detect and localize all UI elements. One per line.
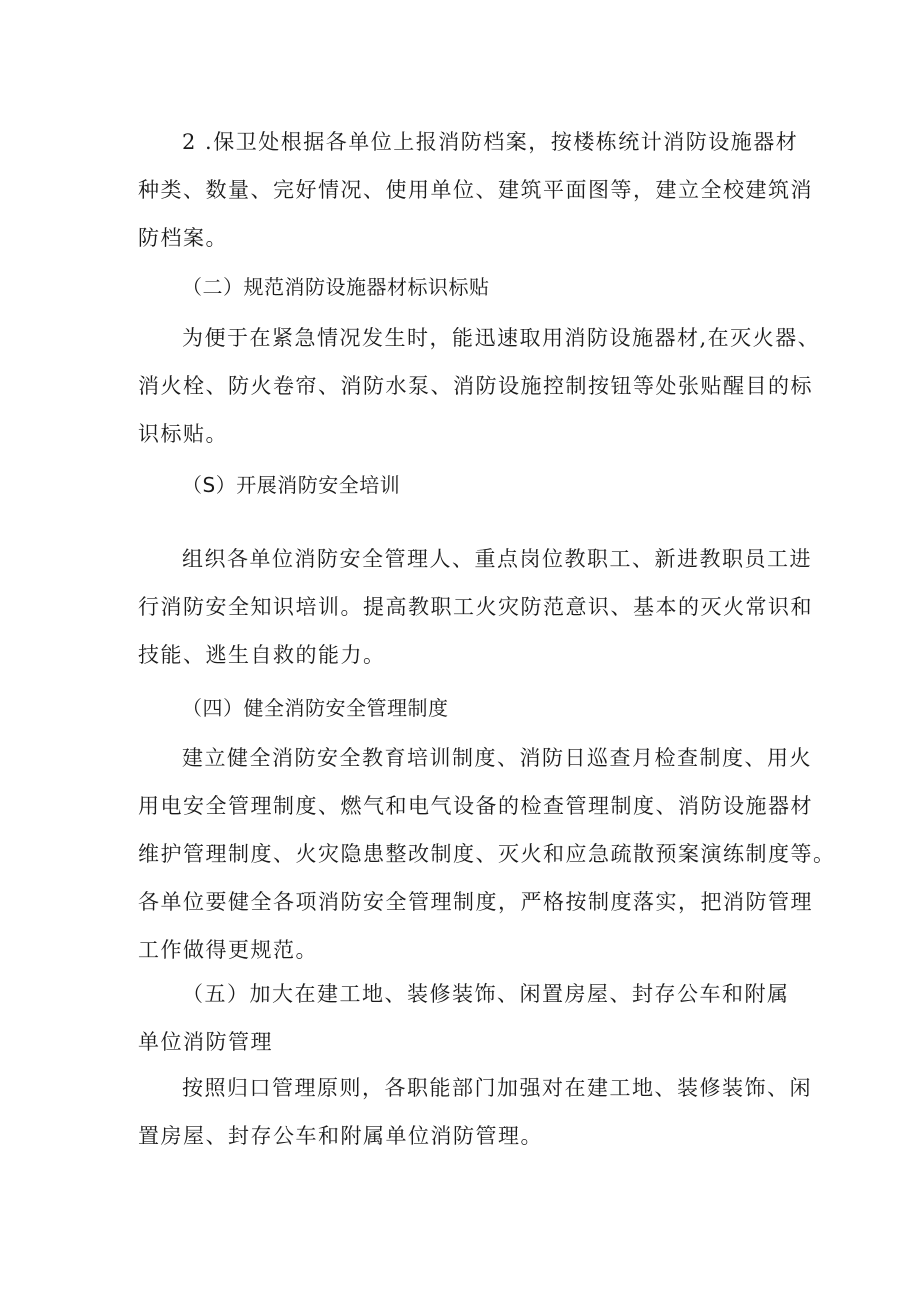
paragraph-line: 建立健全消防安全教育培训制度、消防日巡查月检查制度、用火 [182,746,812,770]
paragraph-line: 识标贴。 [138,422,228,446]
paragraph-line: 组织各单位消防安全管理人、重点岗位教职工、新进教职员工进 [182,547,812,571]
paragraph-line: 工作做得更规范。 [138,938,318,962]
paragraph-archive [138,118,813,262]
heading-line: 单位消防管理 [138,1030,273,1054]
paragraph-labels [138,314,821,458]
section-heading-5 [138,970,798,1066]
section-heading-3: （S）开展消防安全培训 [182,473,401,497]
paragraph-rules [138,734,836,974]
paragraph-line: 防档案。 [138,226,228,250]
paragraph-line: 按照归口管理原则，各职能部门加强对在建工地、装修装饰、闲 [182,1076,812,1100]
paragraph-line: 置房屋、封存公车和附属单位消防管理。 [138,1124,543,1148]
heading-line: （五）加大在建工地、装修装饰、闲置房屋、封存公车和附属 [182,982,790,1006]
paragraph-line: 行消防安全知识培训。提高教职工火灾防范意识、基本的灭火常识和 [138,595,813,619]
paragraph-line: 维护管理制度、火灾隐患整改制度、灭火和应急疏散预案演练制度等。 [138,842,836,866]
paragraph-management [138,1064,812,1160]
paragraph-line: 用电安全管理制度、燃气和电气设备的检查管理制度、消防设施器材 [138,794,813,818]
paragraph-line: 消火栓、防火卷帘、消防水泵、消防设施控制按钮等处张贴醒目的标 [138,374,813,398]
paragraph-line: 2 .保卫处根据各单位上报消防档案，按楼栋统计消防设施器材 [182,130,799,154]
section-heading-4: （四）健全消防安全管理制度 [182,696,449,720]
paragraph-training [138,535,813,679]
paragraph-line: 各单位要健全各项消防安全管理制度，严格按制度落实，把消防管理 [138,890,813,914]
paragraph-line: 为便于在紧急情况发生时，能迅速取用消防设施器材,在灭火器、 [182,326,821,350]
section-heading-2: （二）规范消防设施器材标识标贴 [182,275,490,299]
paragraph-line: 种类、数量、完好情况、使用单位、建筑平面图等，建立全校建筑消 [138,178,813,202]
paragraph-line: 技能、逃生自救的能力。 [138,643,386,667]
